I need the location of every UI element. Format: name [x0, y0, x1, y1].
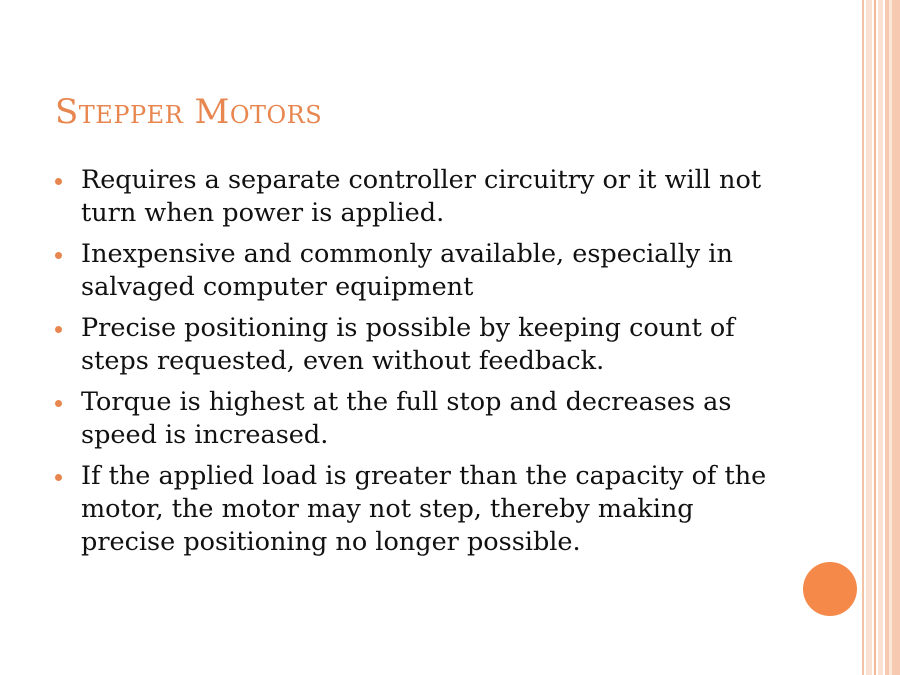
border-stripe [889, 0, 892, 675]
bullet-icon [55, 474, 62, 481]
border-stripe [862, 0, 864, 675]
bullet-list [55, 164, 785, 567]
bullet-text: Torque is highest at the full stop and decreases as speed is increased. [81, 387, 732, 450]
slide-title: Stepper Motors [55, 92, 323, 132]
bullet-icon [55, 400, 62, 407]
border-stripe [866, 0, 872, 675]
bullet-item [55, 312, 785, 378]
bullet-text: If the applied load is greater than the capacity of the motor, the motor may not step, thereby making precise positioning no longer possible. [81, 461, 767, 557]
bullet-item [55, 238, 785, 304]
bullet-text: Requires a separate controller circuitry or it will not turn when power is applied. [81, 165, 762, 228]
border-stripe [878, 0, 883, 675]
bullet-icon [55, 252, 62, 259]
decorative-circle [803, 562, 857, 616]
bullet-text: Inexpensive and commonly available, especially in salvaged computer equipment [81, 239, 733, 302]
bullet-icon [55, 178, 62, 185]
bullet-text: Precise positioning is possible by keeping count of steps requested, even without feedback. [81, 313, 735, 376]
border-stripe [874, 0, 876, 675]
border-stripe [885, 0, 900, 675]
bullet-icon [55, 326, 62, 333]
bullet-item [55, 164, 785, 230]
bullet-item [55, 460, 785, 559]
bullet-item [55, 386, 785, 452]
